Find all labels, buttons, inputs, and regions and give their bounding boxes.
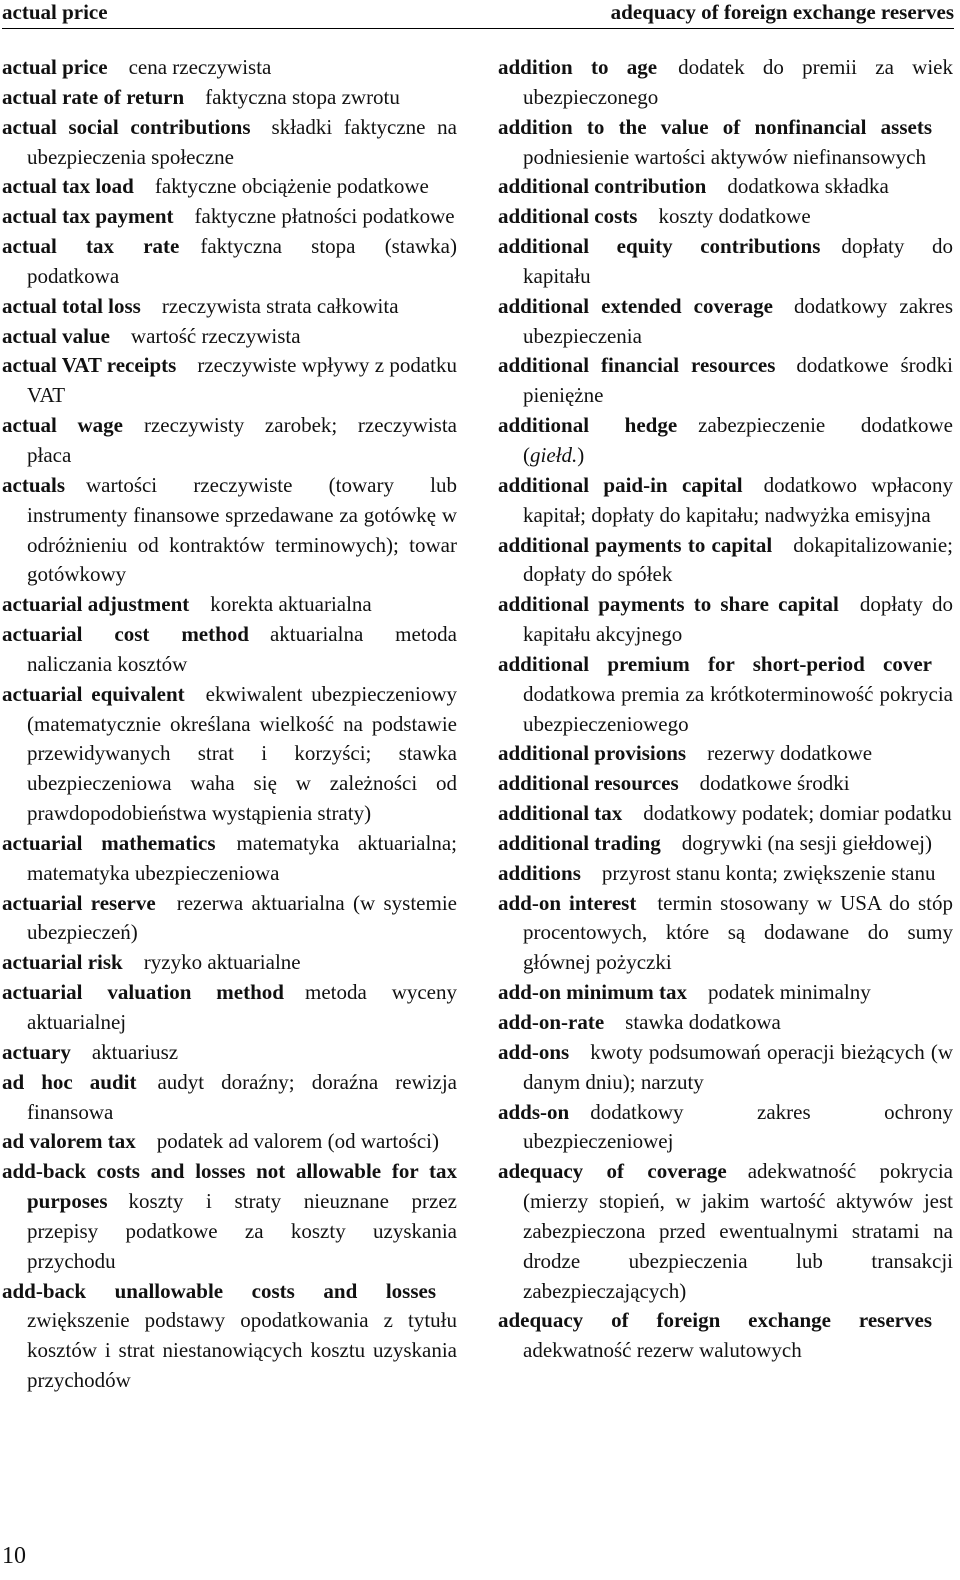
- dictionary-entry: [2, 202, 457, 232]
- entry-term: additional payments to share capital: [498, 592, 839, 617]
- entry-term: add-on-rate: [498, 1010, 605, 1034]
- entry-definition: faktyczna stopa zwrotu: [205, 84, 400, 109]
- dictionary-entry: [2, 620, 457, 680]
- dictionary-entry: [2, 1068, 457, 1128]
- entry-term: ad valorem tax: [2, 1129, 136, 1154]
- entry-term: actual social contributions: [2, 114, 251, 139]
- dictionary-entry: [2, 411, 457, 471]
- dictionary-entry: [498, 978, 953, 1008]
- entry-term: actual value: [2, 323, 110, 348]
- dictionary-entry: [498, 739, 953, 769]
- entry-definition: zwiększenie podstawy opodatkowania z tytułu kosztów i strat niestanowiących kosztu uzyskania przychodów: [27, 1308, 457, 1393]
- dictionary-entry: [498, 53, 953, 113]
- entry-definition: adekwatność rezerw walutowych: [523, 1338, 802, 1363]
- dictionary-entry: [498, 232, 953, 292]
- entry-term: add-back unallowable costs and losses: [2, 1278, 436, 1303]
- entry-term: add-on minimum tax: [498, 980, 688, 1005]
- dictionary-entry: [498, 889, 953, 979]
- entry-term: actual tax payment: [2, 204, 174, 229]
- entry-definition: rezerwa aktuarialna (w systemie ubezpieczeń): [27, 890, 457, 945]
- dictionary-entry: [2, 1157, 457, 1276]
- dictionary-entry: [498, 590, 953, 650]
- entry-definition: korekta aktuarialna: [210, 592, 372, 617]
- entry-definition: koszty i straty nieuznane przez przepisy podatkowe za koszty uzyskania przychodu: [27, 1189, 457, 1273]
- entry-term: additional resources: [498, 771, 679, 796]
- entry-term: addition to age: [498, 55, 658, 79]
- page-number: 10: [2, 1543, 26, 1569]
- entry-term: additional contribution: [498, 174, 707, 199]
- entry-definition: faktyczne obciążenie podatkowe: [154, 174, 429, 199]
- entry-definition: podniesienie wartości aktywów niefinansowych: [523, 144, 926, 169]
- left-running-head: actual price: [2, 0, 108, 24]
- dictionary-entry: [498, 411, 953, 471]
- entry-term: additional hedge: [498, 413, 678, 438]
- entry-definition: podatek ad valorem (od wartości): [156, 1129, 439, 1154]
- entry-definition: przyrost stanu konta; zwiększenie stanu: [601, 860, 936, 885]
- dictionary-entry: [498, 1098, 953, 1158]
- entry-definition: dodatkowa premia za krótkoterminowość pokrycia ubezpieczeniowego: [523, 681, 953, 736]
- entry-definition: adekwatność pokrycia (mierzy stopień, w jakim wartość aktywów jest zabezpieczona przed ewentualnymi stratami na drodze ubezpieczenia lub transakcji zabezpieczających): [523, 1159, 953, 1303]
- entry-term: actual price: [2, 55, 108, 79]
- entry-definition: składki faktyczne na ubezpieczenia społeczne: [27, 114, 457, 169]
- dictionary-entry: [498, 650, 953, 740]
- dictionary-entry: [498, 351, 953, 411]
- dictionary-entry: [2, 889, 457, 949]
- dictionary-entry: [2, 1277, 457, 1396]
- entry-definition: dodatek do premii za wiek ubezpieczonego: [523, 55, 953, 109]
- entry-definition: wartość rzeczywista: [130, 323, 301, 348]
- dictionary-entry: [2, 948, 457, 978]
- entry-term: additional financial resources: [498, 353, 776, 378]
- entry-term: actuarial valuation method: [2, 980, 284, 1005]
- entry-definition: wartości rzeczywiste (towary lub instrumenty finansowe sprzedawane za gotówkę w odróżnieniu od kontraktów terminowych); towar gotówkowy: [27, 472, 457, 587]
- entry-term: additional costs: [498, 204, 638, 229]
- entry-term: actual tax load: [2, 174, 134, 199]
- entry-term: actual rate of return: [2, 84, 185, 109]
- entry-term: actuarial equivalent: [2, 681, 185, 706]
- dictionary-entry: [498, 1306, 953, 1366]
- entry-definition: dokapitalizowanie; dopłaty do spółek: [523, 532, 953, 587]
- dictionary-entry: [498, 113, 953, 173]
- entry-definition: kwoty podsumowań operacji bieżących (w danym dniu); narzuty: [523, 1039, 953, 1094]
- left-column: [2, 53, 457, 1396]
- dictionary-entry: [2, 590, 457, 620]
- entry-definition: dogrywki (na sesji giełdowej): [681, 830, 932, 855]
- dictionary-entry: [2, 172, 457, 202]
- entry-term: add-on interest: [498, 890, 637, 915]
- dictionary-entry: [2, 292, 457, 322]
- entry-definition: koszty dodatkowe: [658, 204, 811, 229]
- dictionary-entry: [2, 53, 457, 83]
- dictionary-entry: [498, 1157, 953, 1306]
- entry-term: actuarial reserve: [2, 890, 156, 915]
- dictionary-entry: [498, 859, 953, 889]
- entry-term: adds-on: [498, 1099, 570, 1124]
- entry-term: add-back costs and losses not allowable for tax purposes: [2, 1159, 457, 1214]
- dictionary-entry: [2, 1038, 457, 1068]
- dictionary-entry: [498, 531, 953, 591]
- entry-term: add-ons: [498, 1039, 570, 1064]
- entry-definition: rzeczywisty zarobek; rzeczywista płaca: [27, 413, 457, 467]
- entry-term: actuary: [2, 1039, 71, 1064]
- dictionary-entry: [2, 1127, 457, 1157]
- entry-definition: dodatkowy zakres ubezpieczenia: [523, 293, 953, 348]
- entry-definition: dodatkowy zakres ochrony ubezpieczeniowej: [523, 1099, 953, 1154]
- entry-term: additional extended coverage: [498, 293, 773, 318]
- entry-definition: cena rzeczywista: [128, 55, 272, 79]
- dictionary-entry: [498, 1038, 953, 1098]
- entry-definition: dodatkowo wpłacony kapitał; dopłaty do kapitału; nadwyżka emisyjna: [523, 472, 953, 527]
- entry-definition: rezerwy dodatkowe: [707, 741, 873, 766]
- entry-term: addition to the value of nonfinancial assets: [498, 114, 932, 139]
- dictionary-entry: [2, 351, 457, 411]
- entry-definition: matematyka aktuarialna; matematyka ubezpieczeniowa: [27, 830, 457, 885]
- dictionary-entry: [498, 471, 953, 531]
- dictionary-entry: [2, 232, 457, 292]
- entry-term: ad hoc audit: [2, 1069, 137, 1094]
- entry-term: adequacy of coverage: [498, 1159, 727, 1184]
- entry-term: additional payments to capital: [498, 532, 773, 557]
- entry-definition: dopłaty do kapitału: [523, 234, 953, 288]
- entry-definition: metoda wyceny aktuarialnej: [27, 980, 458, 1034]
- entry-definition: termin stosowany w USA do stóp procentowych, które są dodawane do sumy głównej pożyczki: [523, 890, 953, 975]
- entry-term: actual VAT receipts: [2, 353, 177, 378]
- entry-definition: aktuariusz: [91, 1039, 179, 1064]
- entry-term: actuarial adjustment: [2, 592, 190, 617]
- entry-definition: dodatkowe środki pieniężne: [523, 353, 953, 408]
- entry-definition: dodatkowy podatek; domiar podatku: [643, 801, 952, 826]
- right-column: [498, 53, 953, 1366]
- entry-term: actuarial cost method: [2, 622, 249, 647]
- dictionary-entry: [2, 471, 457, 590]
- entry-term: actuarial risk: [2, 950, 123, 975]
- entry-definition: rzeczywiste wpływy z podatku VAT: [27, 353, 457, 408]
- entry-definition: rzeczywista strata całkowita: [161, 293, 399, 318]
- dictionary-entry: [2, 829, 457, 889]
- dictionary-entry: [498, 799, 953, 829]
- dictionary-entry: [498, 829, 953, 859]
- entry-definition: dopłaty do kapitału akcyjnego: [523, 592, 953, 647]
- entry-definition: zabezpieczenie dodatkowe (giełd.): [523, 413, 953, 467]
- entry-term: actual tax rate: [2, 234, 180, 259]
- entry-term: additions: [498, 860, 581, 885]
- dictionary-entry: [2, 322, 457, 352]
- entry-definition: ryzyko aktuarialne: [143, 950, 301, 975]
- entry-term: additional trading: [498, 830, 661, 855]
- dictionary-entry: [2, 83, 457, 113]
- right-running-head: adequacy of foreign exchange reserves: [610, 0, 954, 24]
- dictionary-entry: [498, 1008, 953, 1038]
- entry-term: adequacy of foreign exchange reserves: [498, 1308, 932, 1333]
- entry-term: actuals: [2, 472, 65, 497]
- entry-definition: faktyczna stopa (stawka) podatkowa: [27, 234, 457, 288]
- dictionary-entry: [498, 202, 953, 232]
- entry-definition: ekwiwalent ubezpieczeniowy (matematycznie określana wielkość na podstawie przewidywanych strat i korzyści; stawka ubezpieczeniowa waha się w zależności od prawdopodobieństwa wystąpienia straty): [27, 681, 458, 826]
- entry-term: actual wage: [2, 413, 123, 438]
- abbreviation-label: giełd.: [530, 442, 578, 467]
- dictionary-entry: [2, 113, 457, 173]
- entry-definition: dodatkowa składka: [727, 174, 889, 199]
- entry-definition: stawka dodatkowa: [625, 1010, 781, 1034]
- entry-definition: faktyczne płatności podatkowe: [194, 204, 455, 229]
- entry-term: additional tax: [498, 801, 623, 826]
- entry-term: additional paid-in capital: [498, 472, 743, 497]
- entry-term: additional provisions: [498, 741, 687, 766]
- entry-definition: audyt doraźny; doraźna rewizja finansowa: [27, 1069, 457, 1124]
- entry-definition: podatek minimalny: [708, 980, 871, 1005]
- entry-term: actual total loss: [2, 293, 141, 318]
- entry-term: actuarial mathematics: [2, 830, 216, 855]
- dictionary-entry: [2, 978, 457, 1038]
- entry-definition: aktuarialna metoda naliczania kosztów: [27, 622, 457, 676]
- entry-term: additional equity contributions: [498, 234, 821, 259]
- dictionary-entry: [2, 680, 457, 829]
- entry-definition: dodatkowe środki: [699, 771, 850, 796]
- running-header: [2, 0, 954, 29]
- entry-term: additional premium for short-period cover: [498, 651, 932, 676]
- dictionary-entry: [498, 292, 953, 352]
- dictionary-entry: [498, 172, 953, 202]
- dictionary-entry: [498, 769, 953, 799]
